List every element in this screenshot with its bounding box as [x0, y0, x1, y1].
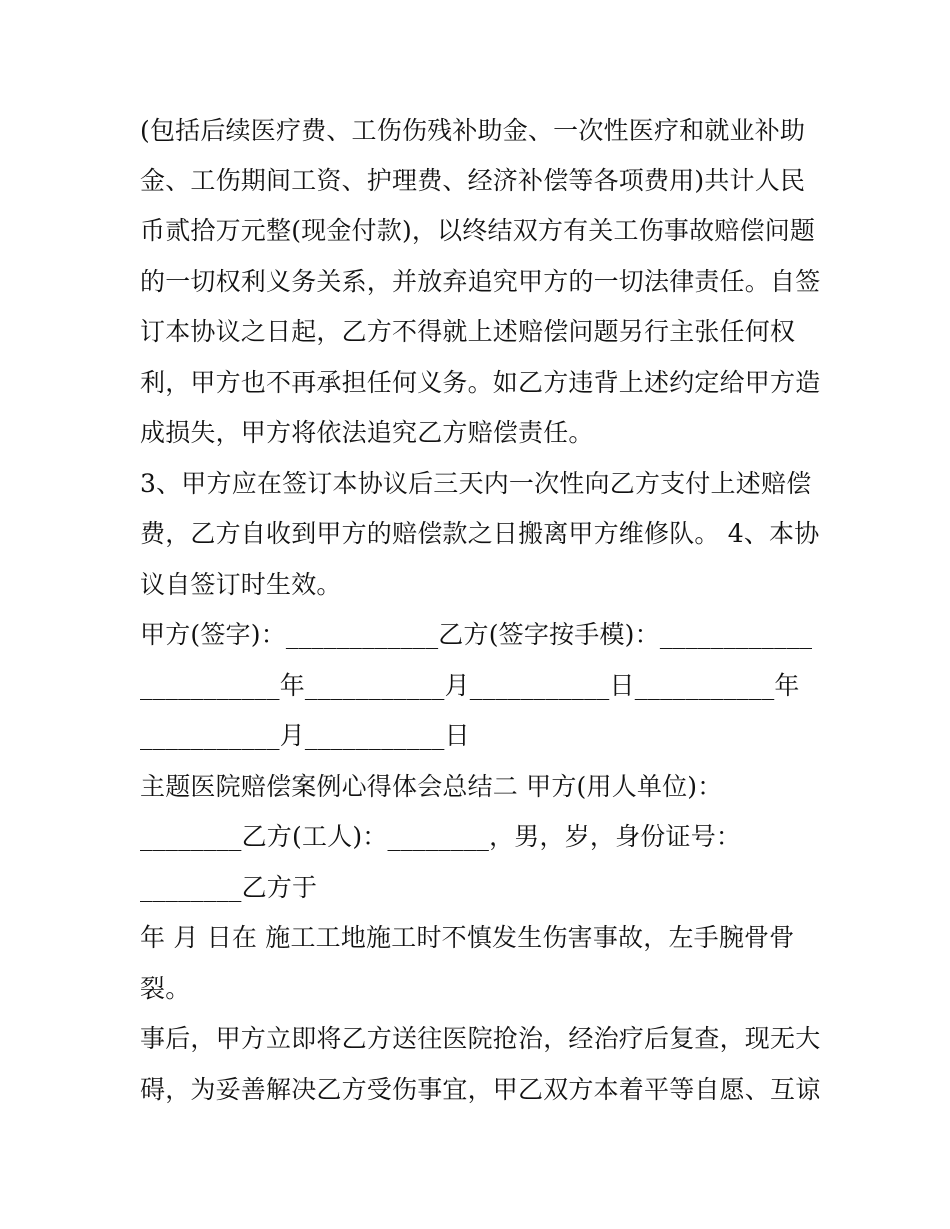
text-line: 的一切权利义务关系，并放弃追究甲方的一切法律责任。自签: [140, 267, 821, 296]
text-line: 事后，甲方立即将乙方送往医院抢治，经治疗后复查，现无大: [140, 1024, 821, 1053]
text-line: 年 月 日在 施工工地施工时不慎发生伤害事故，左手腕骨骨: [140, 923, 795, 952]
text-line: 议自签订时生效。: [140, 570, 342, 599]
text-line: ________乙方于: [140, 873, 318, 902]
text-line: 金、工伤期间工资、护理费、经济补偿等各项费用)共计人民: [140, 166, 806, 195]
text-line: 币贰拾万元整(现金付款)，以终结双方有关工伤事故赔偿问题: [140, 216, 816, 245]
text-line: (包括后续医疗费、工伤伤残补助金、一次性医疗和就业补助: [140, 116, 806, 145]
text-line: 利，甲方也不再承担任何义务。如乙方违背上述约定给甲方造: [140, 368, 821, 397]
section-heading-line: 主题医院赔偿案例心得体会总结二 甲方(用人单位)：: [140, 772, 723, 801]
text-line: 3、甲方应在签订本协议后三天内一次性向乙方支付上述赔偿: [140, 469, 812, 498]
text-line: 成损失，甲方将依法追究乙方赔偿责任。: [140, 418, 594, 447]
date-line: ___________月___________日: [140, 721, 470, 750]
text-line: 订本协议之日起，乙方不得就上述赔偿问题另行主张任何权: [140, 317, 796, 346]
signature-line: 甲方(签字)：____________乙方(签字按手模)：____________: [140, 620, 813, 649]
date-line: ___________年___________月___________日___________年: [140, 671, 800, 700]
text-line: 裂。: [140, 974, 191, 1003]
text-line: 碍，为妥善解决乙方受伤事宜，甲乙双方本着平等自愿、互谅: [140, 1075, 821, 1104]
text-line: 费，乙方自收到甲方的赔偿款之日搬离甲方维修队。 4、本协: [140, 519, 820, 548]
text-line: ________乙方(工人)：________，男，岁，身份证号：: [140, 822, 742, 851]
